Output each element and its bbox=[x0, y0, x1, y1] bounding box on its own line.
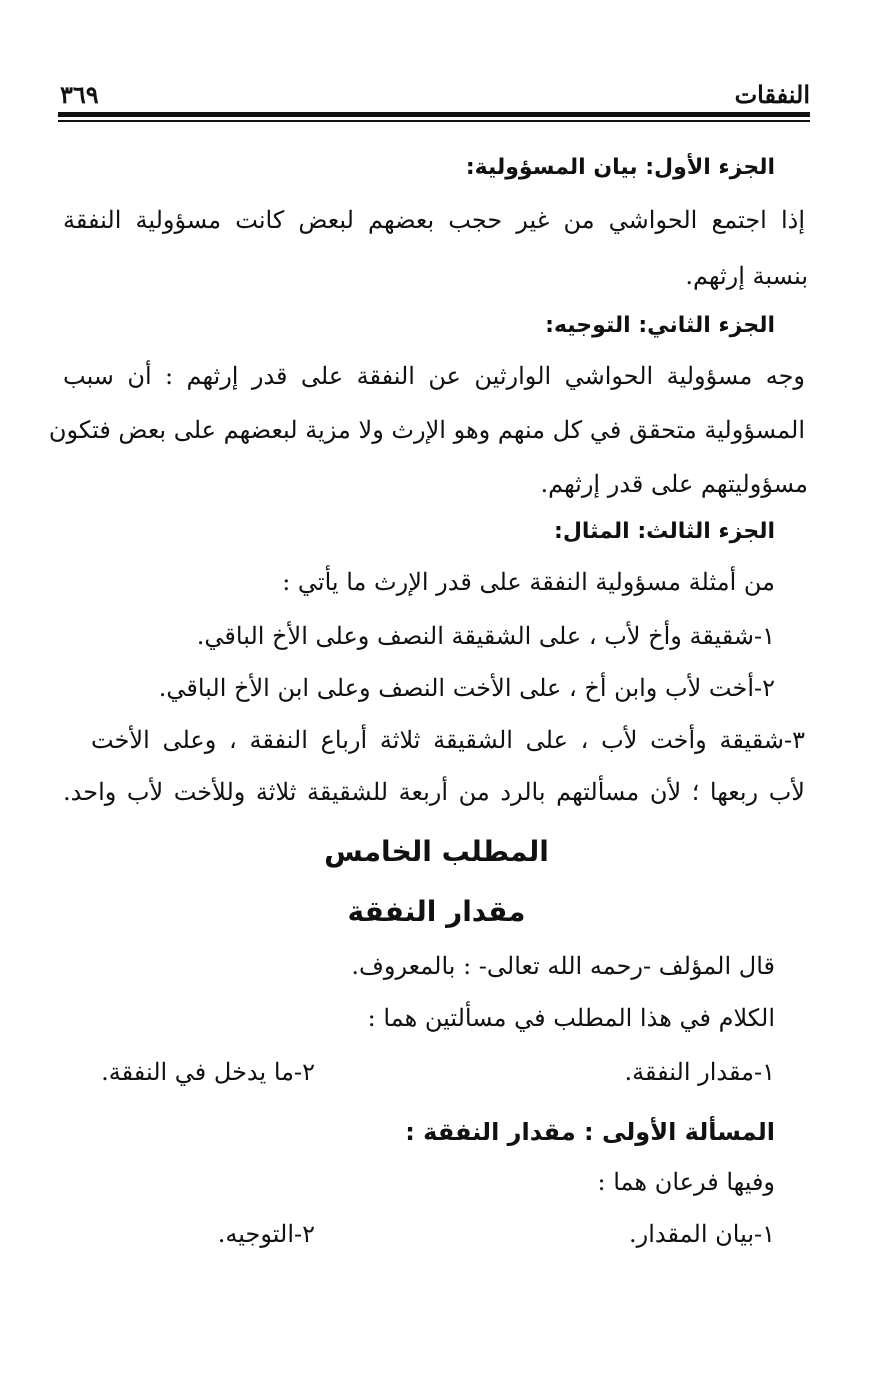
part1-line-2: بنسبة إرثهم. bbox=[685, 262, 808, 290]
part2-line-2: المسؤولية متحقق في كل منهم وهو الإرث ولا مزية لبعضهم على بعض فتكون bbox=[48, 416, 805, 444]
header-rule-thin bbox=[58, 120, 810, 122]
part1-heading: الجزء الأول: بيان المسؤولية: bbox=[465, 155, 775, 180]
section-intro: الكلام في هذا المطلب في مسألتين هما : bbox=[367, 1004, 775, 1032]
author-quote: قال المؤلف -رحمه الله تعالى- : بالمعروف. bbox=[351, 952, 775, 980]
issue-1-heading: المسألة الأولى : مقدار النفقة : bbox=[405, 1118, 775, 1146]
page-number: ٣٦٩ bbox=[60, 80, 99, 109]
part3-intro: من أمثلة مسؤولية النفقة على قدر الإرث ما يأتي : bbox=[282, 568, 775, 596]
page-header bbox=[60, 80, 810, 110]
part3-item-1: ١-شقيقة وأخ لأب ، على الشقيقة النصف وعلى الأخ الباقي. bbox=[196, 622, 775, 650]
part2-line-1: وجه مسؤولية الحواشي الوارثين عن النفقة على قدر إرثهم : أن سبب bbox=[63, 362, 805, 390]
issues-list bbox=[63, 1052, 775, 1092]
issue-2: ٢-ما يدخل في النفقة. bbox=[101, 1058, 315, 1086]
part1-line-1: إذا اجتمع الحواشي من غير حجب بعضهم لبعض كانت مسؤولية النفقة bbox=[63, 206, 805, 234]
branches-list bbox=[63, 1214, 775, 1254]
part3-item-2: ٢-أخت لأب وابن أخ ، على الأخت النصف وعلى ابن الأخ الباقي. bbox=[158, 674, 775, 702]
issue-1: ١-مقدار النفقة. bbox=[624, 1058, 775, 1086]
section-title: المطلب الخامس bbox=[324, 835, 549, 868]
branch-1: ١-بيان المقدار. bbox=[629, 1220, 775, 1248]
part3-item-3-line-2: لأب ربعها ؛ لأن مسألتهم بالرد من أربعة للشقيقة ثلاثة وللأخت لأب واحد. bbox=[63, 778, 805, 806]
part2-heading: الجزء الثاني: التوجيه: bbox=[545, 313, 775, 338]
part3-heading: الجزء الثالث: المثال: bbox=[554, 519, 775, 544]
part2-line-3: مسؤوليتهم على قدر إرثهم. bbox=[540, 470, 808, 498]
running-title: النفقات bbox=[734, 80, 810, 109]
issue-1-intro: وفيها فرعان هما : bbox=[597, 1168, 775, 1196]
branch-2: ٢-التوجيه. bbox=[217, 1220, 315, 1248]
part3-item-3-line-1: ٣-شقيقة وأخت لأب ، على الشقيقة ثلاثة أرباع النفقة ، وعلى الأخت bbox=[91, 726, 805, 754]
section-subtitle: مقدار النفقة bbox=[347, 895, 526, 928]
header-rule-thick bbox=[58, 112, 810, 117]
